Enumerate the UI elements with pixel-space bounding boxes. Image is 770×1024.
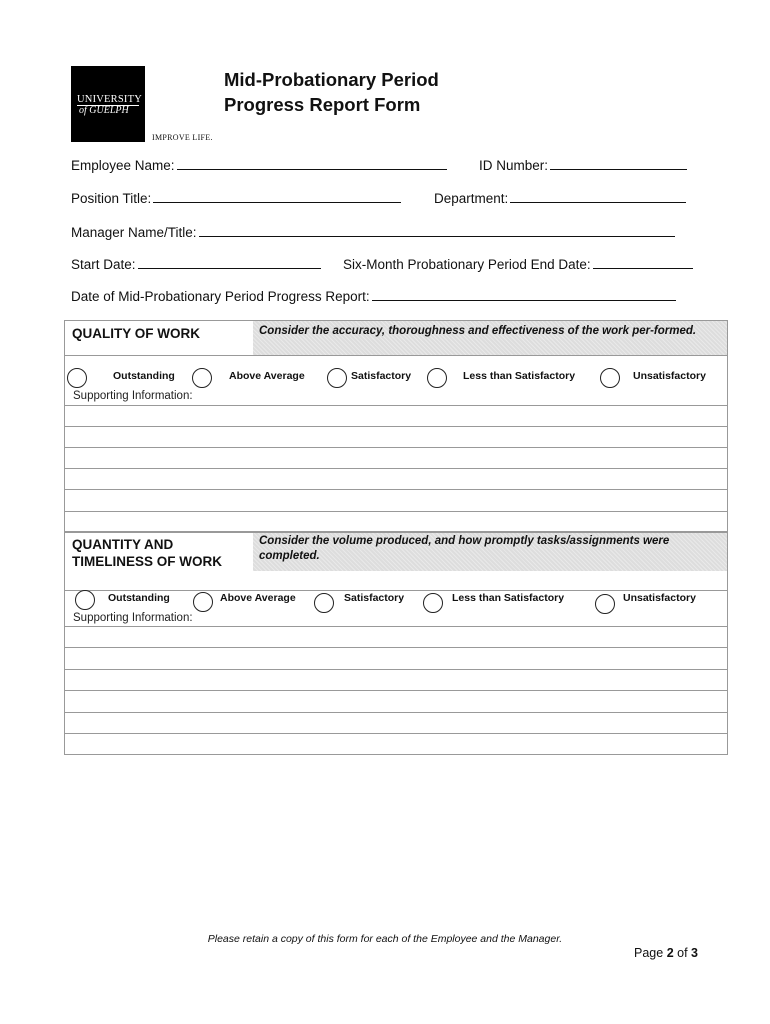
start-date-blank[interactable] <box>138 257 321 269</box>
position-title-blank[interactable] <box>153 191 401 203</box>
department-label: Department: <box>434 191 509 206</box>
position-title-field[interactable] <box>71 191 401 206</box>
id-number-blank[interactable] <box>550 158 687 170</box>
end-date-label: Six-Month Probationary Period End Date: <box>343 257 591 272</box>
id-number-label: ID Number: <box>479 158 549 173</box>
form-title-line2: Progress Report Form <box>224 94 421 115</box>
rating-label-unsatisfactory: Unsatisfactory <box>623 592 696 604</box>
page-total: 3 <box>691 946 698 960</box>
answer-line[interactable] <box>65 647 727 648</box>
answer-line[interactable] <box>65 426 727 427</box>
divider <box>65 590 727 591</box>
answer-line[interactable] <box>65 489 727 490</box>
rating-label-less-than-satisfactory: Less than Satisfactory <box>452 592 565 604</box>
page-current: 2 <box>666 946 674 960</box>
radio-satisfactory[interactable] <box>327 368 347 388</box>
rating-label-above-average: Above Average <box>229 370 305 382</box>
manager-blank[interactable] <box>199 225 675 237</box>
radio-outstanding[interactable] <box>67 368 87 388</box>
employee-name-field[interactable] <box>71 158 447 173</box>
rating-label-satisfactory: Satisfactory <box>351 370 412 382</box>
page-of: of <box>677 946 688 960</box>
divider <box>65 355 727 356</box>
radio-outstanding[interactable] <box>75 590 95 610</box>
answer-line[interactable] <box>65 626 727 627</box>
logo-line2: of GUELPH <box>79 105 129 116</box>
rating-label-outstanding: Outstanding <box>108 592 170 604</box>
position-title-label: Position Title: <box>71 191 152 206</box>
radio-less-than-satisfactory[interactable] <box>423 593 443 613</box>
answer-line[interactable] <box>65 468 727 469</box>
answer-line[interactable] <box>65 511 727 512</box>
logo-line1: UNIVERSITY <box>77 94 142 105</box>
answer-line[interactable] <box>65 733 727 734</box>
section-title <box>72 536 222 570</box>
section-description: Consider the accuracy, thoroughness and effectiveness of the work per-formed. <box>259 325 697 337</box>
page-prefix: Page <box>634 946 664 960</box>
radio-unsatisfactory[interactable] <box>595 594 615 614</box>
form-title-line1: Mid-Probationary Period <box>224 69 439 90</box>
rating-label-above-average: Above Average <box>220 592 296 604</box>
report-date-field[interactable] <box>71 289 676 304</box>
answer-line[interactable] <box>65 447 727 448</box>
radio-less-than-satisfactory[interactable] <box>427 368 447 388</box>
manager-label: Manager Name/Title: <box>71 225 197 240</box>
answer-line[interactable] <box>65 712 727 713</box>
radio-above-average[interactable] <box>192 368 212 388</box>
employee-name-blank[interactable] <box>177 158 447 170</box>
radio-unsatisfactory[interactable] <box>600 368 620 388</box>
id-number-field[interactable] <box>479 158 687 173</box>
start-date-label: Start Date: <box>71 257 136 272</box>
page-number <box>634 946 698 960</box>
report-date-blank[interactable] <box>372 289 676 301</box>
section-title-line1: QUANTITY AND <box>72 537 174 552</box>
form-title <box>224 67 439 117</box>
answer-line[interactable] <box>65 690 727 691</box>
department-blank[interactable] <box>510 191 686 203</box>
section-description: Consider the volume produced, and how promptly tasks/assignments were completed. <box>259 535 670 562</box>
university-logo <box>71 66 145 142</box>
supporting-information-label: Supporting Information: <box>73 390 193 402</box>
employee-name-label: Employee Name: <box>71 158 175 173</box>
answer-line[interactable] <box>65 405 727 406</box>
section-title-line2: TIMELINESS OF WORK <box>72 554 222 569</box>
end-date-blank[interactable] <box>593 257 693 269</box>
end-date-field[interactable] <box>343 257 693 272</box>
logo-tagline: IMPROVE LIFE. <box>152 133 213 142</box>
rating-label-satisfactory: Satisfactory <box>344 592 405 604</box>
rating-label-outstanding: Outstanding <box>113 370 175 382</box>
rating-label-less-than-satisfactory: Less than Satisfactory <box>463 370 576 382</box>
rating-label-unsatisfactory: Unsatisfactory <box>633 370 706 382</box>
quantity-timeliness-section <box>64 532 728 755</box>
footer-note: Please retain a copy of this form for each of the Employee and the Manager. <box>207 933 563 945</box>
section-title: QUALITY OF WORK <box>72 326 200 341</box>
start-date-field[interactable] <box>71 257 321 272</box>
report-date-label: Date of Mid-Probationary Period Progress Report: <box>71 289 370 304</box>
supporting-information-label: Supporting Information: <box>73 612 193 624</box>
answer-line[interactable] <box>65 669 727 670</box>
radio-above-average[interactable] <box>193 592 213 612</box>
manager-field[interactable] <box>71 225 675 240</box>
quality-of-work-section <box>64 320 728 532</box>
radio-satisfactory[interactable] <box>314 593 334 613</box>
department-field[interactable] <box>434 191 686 206</box>
